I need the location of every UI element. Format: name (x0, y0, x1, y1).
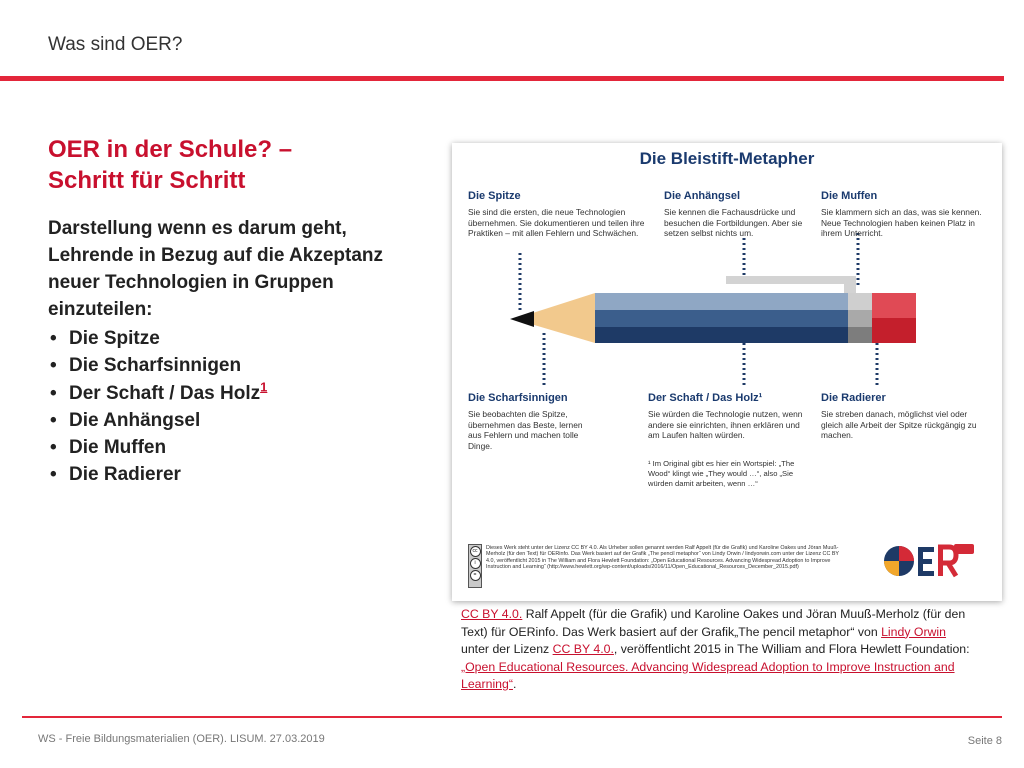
bullet-item (48, 352, 267, 379)
cc-badge-glyph: = (470, 570, 481, 581)
footnote-link[interactable]: 1 (260, 379, 268, 395)
bullet-label: Die Anhängsel (69, 409, 201, 431)
bullet-item (48, 325, 267, 352)
pencil-shaft-dark (595, 327, 848, 343)
pencil-ferrule-top (848, 293, 872, 310)
slide-title-line1: OER in der Schule? – (48, 136, 293, 163)
cc-by-link-2[interactable]: CC BY 4.0. (552, 642, 614, 656)
header-title: Was sind OER? (48, 34, 183, 55)
cc-badge-glyph: cc (470, 546, 481, 557)
pencil-shaft-mid (595, 310, 848, 327)
figure-head-anhaengsel: Die Anhängsel (664, 190, 740, 202)
figure-title: Die Bleistift-Metapher (639, 149, 815, 168)
slide-title-line2: Schritt für Schritt (48, 167, 246, 194)
bullet-label: Die Scharfsinnigen (69, 355, 242, 377)
pencil-metaphor-figure (452, 143, 1002, 601)
figure-caption (461, 606, 971, 694)
caption-text: Ralf Appelt (für die Grafik) und Karoline Oakes und Jöran Muuß-Merholz (für den Text) für OERinfo. Das Werk basiert auf der Grafik„The pencil metaphor“ von (461, 607, 966, 639)
pencil-clip (726, 276, 856, 293)
slide-title (48, 134, 428, 196)
bullet-item (48, 461, 267, 488)
figure-desc-anhaengsel: Sie kennen die Fachausdrücke und besuchen die Fortbildungen. Aber sie setzen selbst nichts um. (664, 207, 803, 238)
pencil-shaft-light (595, 293, 848, 310)
oer-report-link[interactable]: „Open Educational Resources. Advancing Widespread Adoption to Improve Instruction and Learning“ (461, 659, 955, 691)
bullet-label: Die Muffen (69, 437, 167, 459)
pencil-eraser-top (872, 293, 916, 318)
footer-rule (22, 716, 1002, 718)
figure-head-schaft: Der Schaft / Das Holz¹ (648, 392, 763, 404)
pencil-graphite (510, 311, 534, 327)
bullet-list (48, 325, 267, 489)
caption-text: . (512, 677, 517, 691)
cc-license-icon (468, 544, 482, 588)
figure-desc-muffen: Sie klammern sich an das, was sie kennen. Neue Technologien haben keinen Platz in ihrem Unterricht. (821, 207, 982, 238)
bullet-item (48, 380, 267, 407)
cc-badge-glyph: i (470, 558, 481, 569)
pencil-ferrule-mid (848, 310, 872, 327)
figure-head-spitze: Die Spitze (468, 190, 521, 202)
pencil-eraser-bottom (872, 318, 916, 343)
page-number: Seite 8 (967, 735, 1002, 747)
bullet-item (48, 407, 267, 434)
oerinfo-logo (884, 544, 974, 576)
cc-by-link[interactable]: CC BY 4.0. (461, 607, 523, 621)
figure-head-scharfsinnigen: Die Scharfsinnigen (468, 392, 568, 404)
figure-desc-spitze: Sie sind die ersten, die neue Technologien übernehmen. Sie dokumentieren und teilen ihre Praktiken – mit allen Fehlern und Schwächen. (468, 207, 645, 238)
figure-desc-schaft: Sie würden die Technologie nutzen, wenn andere sie einrichten, ihnen erklären und am Laufen halten würden. (648, 409, 803, 440)
caption-text: , veröffentlicht 2015 in The William and Flora Hewlett Foundation: (613, 642, 970, 656)
figure-desc-radierer: Sie streben danach, möglichst viel oder gleich alle Arbeit der Spitze rückgängig zu machen. (821, 409, 977, 440)
figure-desc-scharfsinnigen: Sie beobachten die Spitze, übernehmen das Beste, lernen aus Fehlern und machen tolle Dinge. (468, 409, 583, 451)
bullet-label: Die Radierer (69, 464, 181, 486)
figure-head-radierer: Die Radierer (821, 392, 886, 404)
pencil-ferrule-bottom (848, 327, 872, 343)
header-rule (0, 76, 1004, 81)
bullet-label: Die Spitze (69, 328, 160, 349)
bullet-label: Der Schaft / Das Holz (69, 382, 261, 404)
body-text: Darstellung wenn es darum geht, Lehrende in Bezug auf die Akzeptanz neuer Technologien in Gruppen einzuteilen: (48, 218, 384, 320)
figure-license-text: Dieses Werk steht unter der Lizenz CC BY 4.0. Als Urheber sollen genannt werden Ralf Appelt (für die Grafik) und Karoline Oakes und Jöran Muuß-Merholz (für den Text) für OERinfo. Das Werk basiert auf der Grafik „The pencil metaphor“ von Lindy Orwin / lindyorwin.com unter der Lizenz CC BY 4.0, veröffentlicht 2015 in The William and Flora Hewlett Foundation: „Open Educational Resources. Advancing Widespread Adoption to Improve Instruction and Learning“ (http://www.hewlett.org/wp-content/uploads/2016/11/Open_Educational_Resources_December_2015.pdf) (486, 545, 839, 571)
figure-head-muffen: Die Muffen (821, 190, 878, 202)
lindy-orwin-link[interactable]: Lindy Orwin (881, 624, 947, 639)
figure-footnote: ¹ Im Original gibt es hier ein Wortspiel: „The Wood“ klingt wie „They would …“, also „Sie würden damit arbeiten, wenn …“ (648, 459, 795, 488)
caption-text: unter der Lizenz (461, 642, 553, 656)
bullet-item (48, 434, 267, 461)
footer-text: WS - Freie Bildungsmaterialien (OER). LISUM. 27.03.2019 (38, 733, 325, 745)
